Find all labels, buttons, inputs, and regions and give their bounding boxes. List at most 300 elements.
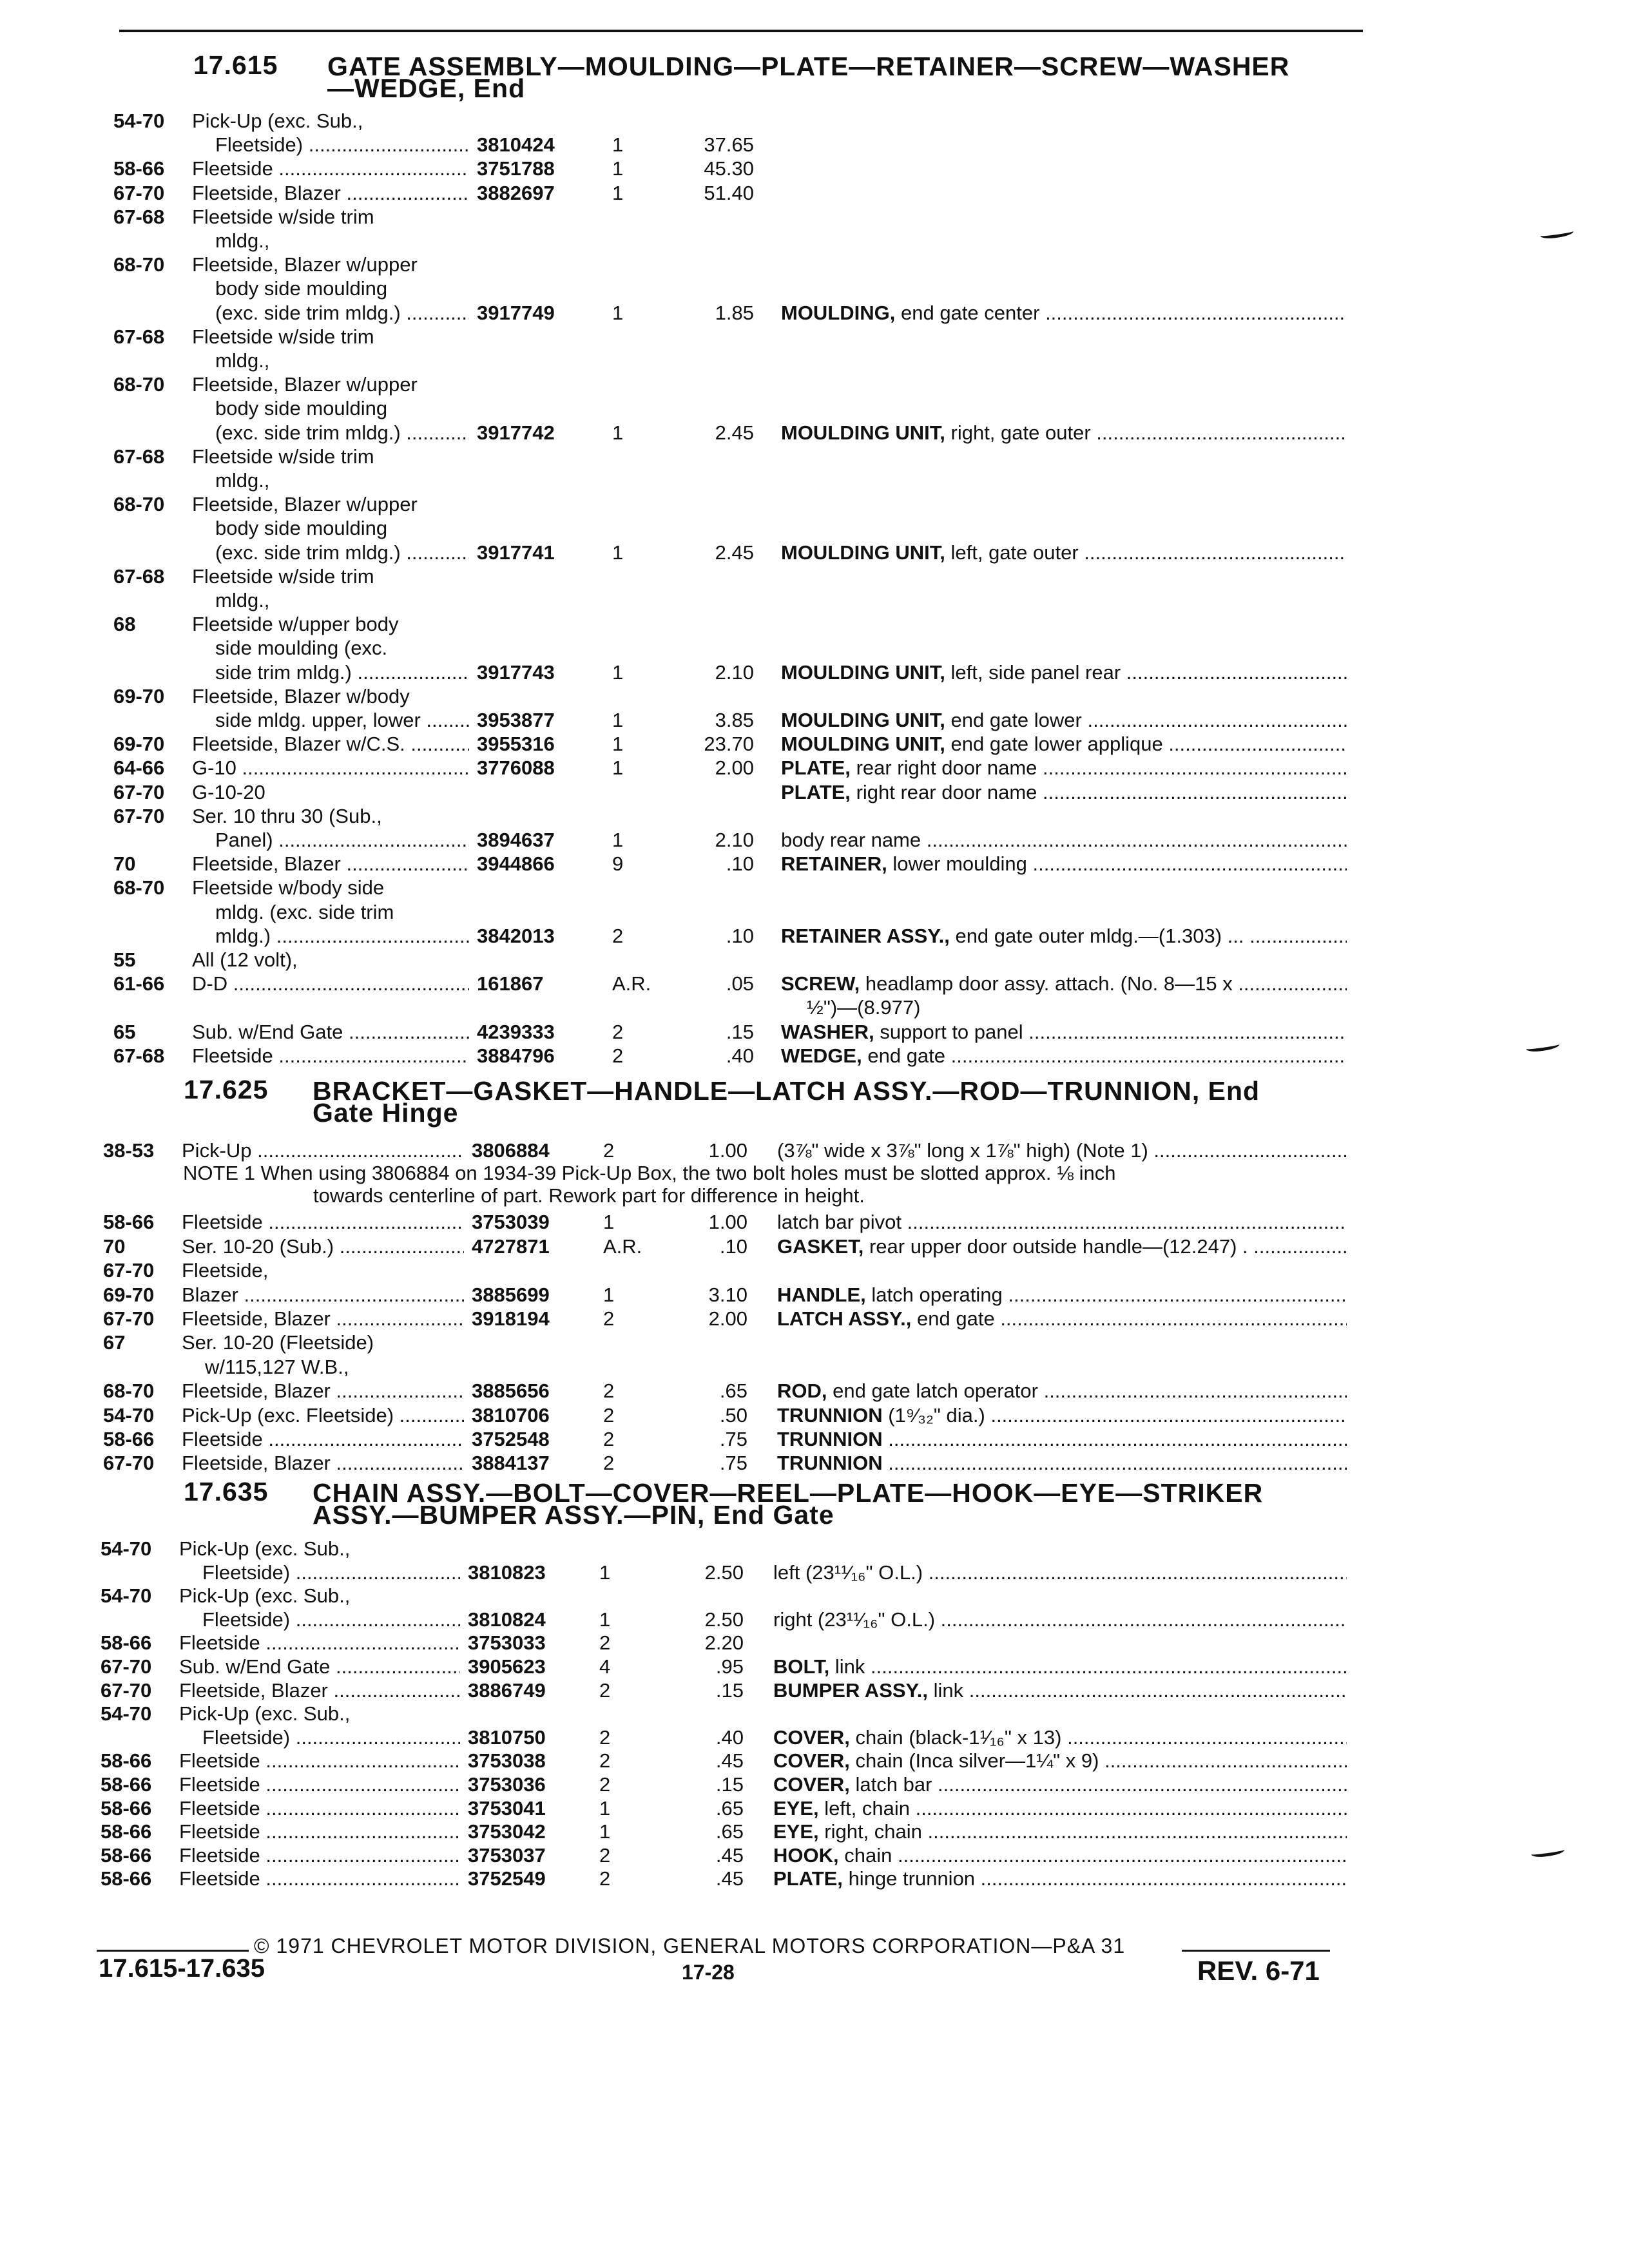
part-detail: hinge trunnion: [848, 1867, 976, 1890]
part-description: [781, 709, 1347, 732]
quantity: 2: [603, 1307, 615, 1330]
quantity: 2: [612, 1044, 624, 1067]
note-line: NOTE 1 When using 3806884 on 1934-39 Pick-Up Box, the two bolt holes must be slotted approx. ⅛ inch: [183, 1162, 1116, 1184]
table-row: [0, 373, 1629, 396]
table-row: [0, 206, 1629, 229]
quantity: 9: [612, 852, 624, 876]
part-detail: right (23¹¹⁄₁₆" O.L.): [773, 1608, 936, 1631]
part-description: [781, 421, 1347, 445]
part-detail: end gate: [867, 1044, 946, 1067]
price: .65: [719, 1379, 747, 1403]
year-range: 54-70: [103, 1403, 155, 1427]
part-name: MOULDING,: [781, 301, 896, 324]
table-row: [0, 1749, 1629, 1773]
model-description: mldg.,: [215, 589, 270, 611]
part-number: 3885656: [472, 1379, 550, 1403]
model-description: Sub. w/End Gate .....: [192, 1021, 469, 1044]
part-name: RETAINER,: [781, 852, 887, 876]
year-range: 67-68: [113, 564, 165, 588]
table-row: [0, 1773, 1629, 1796]
model-description: Pick-Up (exc. Sub.,: [179, 1537, 351, 1560]
part-number: 4727871: [472, 1235, 550, 1258]
model-description: Fleetside w/side trim: [192, 445, 374, 468]
part-description: [773, 1867, 1347, 1890]
year-range: 58-66: [113, 157, 165, 180]
quantity: 2: [599, 1631, 611, 1655]
model-description: Fleetside, Blazer w/body: [192, 684, 410, 707]
model-description: (exc. side trim mldg.) .....: [215, 302, 469, 325]
year-range: 58-66: [103, 1211, 155, 1234]
price: 2.50: [704, 1561, 744, 1584]
model-description: Pick-Up (exc. Sub.,: [192, 110, 363, 132]
table-row: [0, 852, 1629, 876]
model-description: mldg.) .....: [215, 925, 469, 948]
part-name: GASKET,: [777, 1235, 864, 1258]
part-number: 3810706: [472, 1403, 550, 1427]
price: 1.00: [708, 1139, 747, 1162]
part-description: [777, 1283, 1347, 1307]
table-row: [0, 1283, 1629, 1307]
year-range: 67-70: [113, 804, 165, 827]
table-row: [0, 253, 1629, 276]
model-description: mldg.,: [215, 349, 270, 372]
model-description: Fleetside .....: [179, 1773, 460, 1796]
quantity: 2: [603, 1403, 615, 1427]
quantity: 1: [612, 301, 624, 324]
model-description: Fleetside w/side trim: [192, 205, 374, 228]
table-row: [0, 325, 1629, 349]
model-description: Fleetside, Blazer .....: [182, 1307, 464, 1331]
year-range: 54-70: [101, 1537, 152, 1560]
table-row: [0, 781, 1629, 804]
table-row: [0, 1537, 1629, 1561]
quantity: 2: [599, 1843, 611, 1867]
model-description: Fleetside .....: [182, 1211, 464, 1234]
model-description: mldg.,: [215, 229, 270, 252]
year-range: 67-68: [113, 325, 165, 348]
part-description: [773, 1844, 1347, 1867]
year-range: 68-70: [113, 493, 165, 516]
table-row: [0, 1021, 1629, 1044]
table-row: [0, 925, 1629, 948]
part-detail: chain (Inca silver—1¼" x 9): [855, 1749, 1099, 1773]
table-row: [0, 1307, 1629, 1331]
part-detail: rear upper door outside handle—(12.247) .: [869, 1235, 1248, 1258]
table-row: [0, 277, 1629, 300]
part-description: [773, 1820, 1347, 1843]
price: .40: [726, 1044, 754, 1067]
part-detail: latch bar pivot: [777, 1211, 901, 1234]
quantity: 1: [599, 1796, 611, 1820]
year-range: 69-70: [113, 733, 165, 756]
model-description: Fleetside) .....: [202, 1726, 460, 1749]
table-row: [0, 1428, 1629, 1451]
part-description: [777, 1307, 1347, 1331]
part-number: 3917741: [477, 541, 555, 564]
table-row: [0, 948, 1629, 972]
section-number: 17.635: [184, 1477, 269, 1506]
part-description: [781, 302, 1347, 325]
year-range: 68-70: [103, 1379, 155, 1403]
part-description: [781, 1021, 1347, 1044]
model-description: Panel) .....: [215, 829, 469, 852]
model-description: body side moulding: [215, 277, 388, 300]
table-row: [0, 1631, 1629, 1655]
part-name: WEDGE,: [781, 1044, 862, 1067]
part-detail: right, chain: [824, 1820, 922, 1843]
table-row: [0, 1867, 1629, 1890]
model-description: Ser. 10-20 (Fleetside): [182, 1331, 374, 1354]
year-range: 70: [103, 1235, 126, 1258]
price: 1.00: [708, 1211, 747, 1234]
part-number: 4239333: [477, 1020, 555, 1043]
part-description: [773, 1749, 1347, 1773]
price: 45.30: [704, 157, 754, 180]
part-number: 3886749: [468, 1678, 546, 1702]
model-description: Fleetside, Blazer .....: [192, 852, 469, 876]
part-number: 161867: [477, 972, 544, 995]
part-detail: chain: [844, 1843, 892, 1867]
part-description: [777, 1211, 1347, 1234]
model-description: Fleetside w/side trim: [192, 564, 374, 588]
quantity: 1: [612, 660, 624, 684]
copyright-notice: © 1971 CHEVROLET MOTOR DIVISION, GENERAL MOTORS CORPORATION—P&A 31: [254, 1934, 1126, 1957]
price: 2.10: [715, 829, 754, 851]
footer-rule-left: [97, 1950, 249, 1952]
price: .10: [726, 852, 754, 876]
model-description: Fleetside .....: [179, 1749, 460, 1773]
revision-label: REV. 6-71: [1197, 1956, 1320, 1986]
part-name: HOOK,: [773, 1843, 839, 1867]
table-row: [0, 1797, 1629, 1820]
year-range: 67-70: [101, 1678, 152, 1702]
section-number: 17.615: [193, 50, 278, 80]
section-title-line-2: —WEDGE, End: [327, 73, 526, 103]
part-detail: left (23¹¹⁄₁₆" O.L.): [773, 1561, 923, 1584]
price: 2.50: [704, 1608, 744, 1631]
part-name: WASHER,: [781, 1020, 874, 1043]
model-description: (exc. side trim mldg.) .....: [215, 541, 469, 564]
section-title-line-2: ASSY.—BUMPER ASSY.—PIN, End Gate: [313, 1500, 834, 1530]
part-detail: headlamp door assy. attach. (No. 8—15 x: [865, 972, 1233, 995]
part-name: BOLT,: [773, 1655, 830, 1678]
price: 2.10: [715, 660, 754, 684]
footer-section-range: 17.615-17.635: [99, 1954, 265, 1983]
year-range: 58-66: [101, 1843, 152, 1867]
quantity: 1: [612, 541, 624, 564]
year-range: 65: [113, 1020, 136, 1043]
table-row: [0, 349, 1629, 372]
part-name: EYE,: [773, 1820, 819, 1843]
part-detail: right, gate outer: [950, 421, 1091, 444]
year-range: 38-53: [103, 1139, 155, 1162]
model-description: Fleetside .....: [192, 157, 469, 180]
part-number: 3955316: [477, 733, 555, 756]
year-range: 58-66: [101, 1867, 152, 1890]
quantity: 1: [612, 829, 624, 851]
section-title-line-1: CHAIN ASSY.—BOLT—COVER—REEL—PLATE—HOOK—EYE—STRIKER: [313, 1478, 1264, 1508]
year-range: 68: [113, 613, 136, 636]
year-range: 69-70: [113, 684, 165, 707]
quantity: 2: [603, 1428, 615, 1450]
year-range: 58-66: [101, 1631, 152, 1655]
year-range: 67-70: [103, 1259, 155, 1282]
table-row: [0, 1844, 1629, 1867]
model-description: Fleetside) .....: [202, 1561, 460, 1584]
table-row: [0, 709, 1629, 732]
price: .15: [726, 1020, 754, 1043]
part-description: [781, 1044, 1347, 1068]
part-name: MOULDING UNIT,: [781, 541, 945, 564]
year-range: 58-66: [101, 1749, 152, 1773]
table-row: [0, 493, 1629, 516]
table-row: [0, 1211, 1629, 1234]
model-description: Blazer .....: [182, 1283, 464, 1307]
part-name: COVER,: [773, 1749, 850, 1773]
year-range: 67-70: [113, 181, 165, 204]
part-name: MOULDING UNIT,: [781, 733, 945, 756]
table-row: [0, 469, 1629, 492]
model-description: G-10 .....: [192, 756, 469, 780]
part-number: 3905623: [468, 1655, 546, 1678]
part-description: [777, 1452, 1347, 1475]
price: .15: [715, 1678, 744, 1702]
table-row: [0, 229, 1629, 253]
model-description: Pick-Up (exc. Sub.,: [179, 1584, 351, 1608]
part-number: 3944866: [477, 852, 555, 876]
model-description: Fleetside .....: [179, 1820, 460, 1843]
model-description: Fleetside, Blazer .....: [182, 1379, 464, 1403]
table-row: [0, 589, 1629, 612]
year-range: 67: [103, 1331, 126, 1354]
model-description: side moulding (exc.: [215, 637, 388, 660]
quantity: 1: [612, 733, 624, 756]
part-detail: body rear name: [781, 829, 921, 851]
part-number: 3882697: [477, 181, 555, 204]
part-number: 3810823: [468, 1561, 546, 1584]
table-row: [0, 1608, 1629, 1631]
table-row: [0, 1404, 1629, 1427]
table-row: [0, 733, 1629, 756]
model-description: Fleetside w/side trim: [192, 325, 374, 348]
page-number: 17-28: [682, 1961, 735, 1984]
price: 3.10: [708, 1283, 747, 1306]
section-title-line-2: Gate Hinge: [313, 1098, 459, 1128]
part-description: [781, 781, 1347, 804]
part-detail: end gate outer mldg.—(1.303) ...: [955, 924, 1244, 947]
part-number: 3753038: [468, 1749, 546, 1773]
part-detail: ½")—(8.977): [807, 996, 921, 1019]
model-description: Fleetside .....: [179, 1797, 460, 1820]
model-description: Fleetside) .....: [215, 133, 469, 157]
model-description: body side moulding: [215, 397, 388, 420]
table-row: [0, 805, 1629, 828]
part-name: PLATE,: [781, 780, 851, 803]
part-description: [807, 996, 920, 1019]
part-description: [773, 1679, 1347, 1702]
part-name: TRUNNION: [777, 1452, 883, 1475]
table-row: [0, 110, 1629, 133]
year-range: 58-66: [103, 1428, 155, 1450]
quantity: 2: [603, 1139, 615, 1162]
table-row: [0, 565, 1629, 588]
part-number: 3753039: [472, 1211, 550, 1234]
part-name: ROD,: [777, 1379, 827, 1403]
table-row: [0, 1139, 1629, 1162]
part-name: PLATE,: [773, 1867, 843, 1890]
table-row: [0, 756, 1629, 780]
part-number: 3885699: [472, 1283, 550, 1306]
part-description: [777, 1428, 1347, 1451]
quantity: 1: [612, 181, 624, 204]
table-row: [0, 445, 1629, 468]
part-detail: left, side panel rear: [950, 660, 1121, 684]
part-detail: lower moulding: [892, 852, 1027, 876]
part-number: 3918194: [472, 1307, 550, 1330]
part-description: [773, 1655, 1347, 1678]
year-range: 58-66: [101, 1796, 152, 1820]
part-detail: chain (black-1¹⁄₁₆" x 13): [855, 1725, 1062, 1749]
part-number: 3753036: [468, 1773, 546, 1796]
model-description: Fleetside .....: [179, 1631, 460, 1655]
year-range: 55: [113, 948, 136, 971]
quantity: 2: [599, 1773, 611, 1796]
part-detail: (3⅞" wide x 3⅞" long x 1⅞" high) (Note 1): [777, 1139, 1148, 1162]
year-range: 61-66: [113, 972, 165, 995]
part-number: 3884137: [472, 1452, 550, 1475]
part-name: COVER,: [773, 1725, 850, 1749]
part-number: 3753033: [468, 1631, 546, 1655]
part-description: [773, 1773, 1347, 1796]
table-row: [0, 397, 1629, 420]
table-row: [0, 1331, 1629, 1354]
table-row: [0, 613, 1629, 636]
table-row: [0, 1259, 1629, 1282]
year-range: 54-70: [113, 110, 165, 132]
quantity: 1: [599, 1608, 611, 1631]
table-row: [0, 1452, 1629, 1475]
price: .95: [715, 1655, 744, 1678]
model-description: Fleetside) .....: [202, 1608, 460, 1631]
model-description: Pick-Up .....: [182, 1139, 464, 1162]
model-description: Fleetside,: [182, 1259, 269, 1282]
part-detail: end gate lower applique: [950, 733, 1163, 756]
part-number: 3810424: [477, 133, 555, 157]
table-row: [0, 517, 1629, 540]
year-range: 54-70: [101, 1584, 152, 1608]
price: .40: [715, 1725, 744, 1749]
top-rule: [119, 30, 1363, 32]
part-description: [781, 541, 1347, 564]
quantity: 2: [599, 1678, 611, 1702]
year-range: 70: [113, 852, 136, 876]
quantity: 2: [612, 924, 624, 947]
section-title-line-1: GATE ASSEMBLY—MOULDING—PLATE—RETAINER—SCREW—WASHER: [327, 52, 1290, 81]
model-description: (exc. side trim mldg.) .....: [215, 421, 469, 445]
quantity: 2: [599, 1749, 611, 1773]
part-number: 3842013: [477, 924, 555, 947]
part-description: [781, 852, 1347, 876]
quantity: 1: [603, 1283, 615, 1306]
part-number: 3917743: [477, 660, 555, 684]
model-description: Fleetside, Blazer w/C.S. .....: [192, 733, 469, 756]
part-detail: end gate: [917, 1307, 995, 1330]
model-description: Sub. w/End Gate .....: [179, 1655, 460, 1678]
part-description: [777, 1139, 1347, 1162]
part-number: 3917749: [477, 301, 555, 324]
part-name: MOULDING UNIT,: [781, 660, 945, 684]
table-row: [0, 829, 1629, 852]
part-description: [781, 661, 1347, 684]
quantity: 1: [599, 1561, 611, 1584]
quantity: A.R.: [603, 1235, 642, 1258]
part-name: LATCH ASSY.,: [777, 1307, 912, 1330]
part-name: TRUNNION: [777, 1428, 883, 1450]
model-description: w/115,127 W.B.,: [205, 1355, 349, 1378]
quantity: 2: [603, 1379, 615, 1403]
quantity: 1: [612, 709, 624, 731]
quantity: 2: [599, 1867, 611, 1890]
part-number: 3752548: [472, 1428, 550, 1450]
model-description: mldg. (exc. side trim: [215, 900, 394, 923]
part-name: TRUNNION: [777, 1403, 883, 1427]
part-detail: link: [933, 1678, 964, 1702]
table-row: [0, 876, 1629, 899]
part-number: 3753042: [468, 1820, 546, 1843]
model-description: All (12 volt),: [192, 948, 298, 971]
year-range: 58-66: [101, 1820, 152, 1843]
part-description: [781, 756, 1347, 780]
price: 37.65: [704, 133, 754, 157]
part-description: [781, 829, 1347, 852]
part-detail: support to panel: [880, 1020, 1023, 1043]
price: 1.85: [715, 301, 754, 324]
quantity: 4: [599, 1655, 611, 1678]
part-description: [773, 1726, 1347, 1749]
model-description: Fleetside .....: [192, 1044, 469, 1068]
price: .75: [719, 1452, 747, 1475]
part-description: [781, 925, 1347, 948]
price: .10: [726, 924, 754, 947]
part-number: 3752549: [468, 1867, 546, 1890]
year-range: 67-68: [113, 445, 165, 468]
table-row: [0, 901, 1629, 924]
table-row: [0, 157, 1629, 180]
part-name: PLATE,: [781, 756, 851, 780]
part-number: 3751788: [477, 157, 555, 180]
part-name: SCREW,: [781, 972, 860, 995]
year-range: 69-70: [103, 1283, 155, 1306]
quantity: 1: [612, 421, 624, 444]
part-name: RETAINER ASSY.,: [781, 924, 950, 947]
model-description: Fleetside, Blazer w/upper: [192, 373, 418, 396]
model-description: Fleetside, Blazer w/upper: [192, 493, 418, 516]
table-row: [0, 1561, 1629, 1584]
part-number: 3917742: [477, 421, 555, 444]
year-range: 67-70: [103, 1307, 155, 1330]
year-range: 67-70: [113, 780, 165, 803]
part-number: 3753041: [468, 1796, 546, 1820]
model-description: Fleetside, Blazer .....: [182, 1452, 464, 1475]
year-range: 67-70: [101, 1655, 152, 1678]
year-range: 68-70: [113, 253, 165, 276]
price: 2.45: [715, 541, 754, 564]
section-number: 17.625: [184, 1075, 269, 1104]
part-detail: right rear door name: [856, 780, 1037, 803]
table-row: [0, 541, 1629, 564]
table-row: [0, 1820, 1629, 1843]
model-description: mldg.,: [215, 469, 270, 492]
